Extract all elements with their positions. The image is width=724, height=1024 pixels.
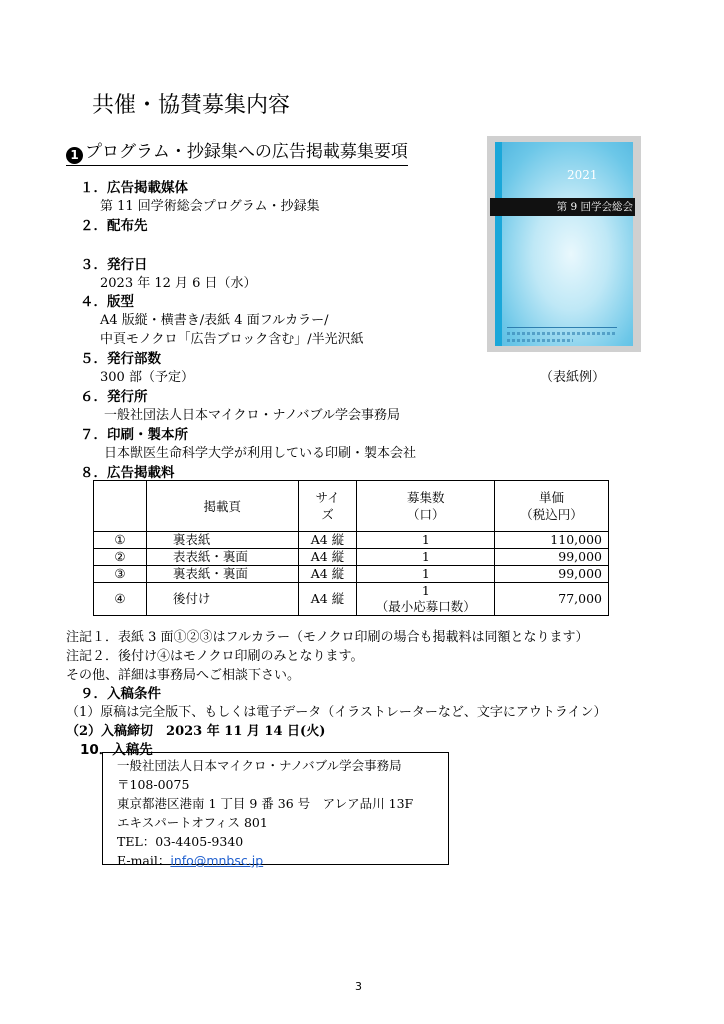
header-price: 単価 （税込円）: [495, 481, 609, 532]
header-size: サイ ズ: [298, 481, 357, 532]
email-link[interactable]: info@mnbsc.jp: [170, 853, 264, 868]
item-label-distribution: ２．配布先: [80, 218, 148, 234]
row-count: 1: [357, 532, 495, 549]
row-page: 裏表紙: [146, 532, 298, 549]
note-2: 注記２．後付け④はモノクロ印刷のみとなります。: [66, 649, 364, 664]
table-header-row: [94, 481, 609, 532]
item-publisher-value: 一般社団法人日本マイクロ・ナノバブル学会事務局: [104, 408, 401, 423]
submission-line-1: （1）原稿は完全版下、もしくは電子データ（イラストレーターなど、文字にアウトライン）: [66, 705, 607, 720]
address-postal: 〒108-0075: [117, 777, 190, 792]
address-org: 一般社団法人日本マイクロ・ナノバブル学会事務局: [117, 758, 402, 773]
item-label-publisher: ６．発行所: [80, 389, 148, 405]
submission-label: ９．入稿条件: [80, 686, 161, 702]
cover-footer-lines: [507, 327, 617, 342]
row-size: A4 縦: [298, 549, 357, 566]
item-media-value: 第 11 回学術総会プログラム・抄録集: [100, 199, 320, 214]
row-count: 1: [357, 566, 495, 583]
row-size: A4 縦: [298, 566, 357, 583]
table-row: [94, 566, 609, 583]
item-label-circulation: ５．発行部数: [80, 351, 161, 367]
row-count-note: （最小応募口数）: [375, 599, 476, 614]
header-no: [94, 481, 147, 532]
row-size: A4 縦: [298, 532, 357, 549]
address-tel: TEL：03-4405-9340: [117, 834, 244, 849]
item-format-line-2: 中頁モノクロ「広告ブロック含む」/半光沢紙: [100, 332, 364, 347]
row-no: ④: [94, 583, 147, 616]
table-row: [94, 532, 609, 549]
row-no: ②: [94, 549, 147, 566]
item-label-format: ４．版型: [80, 294, 134, 310]
page-title: 共催・協賛募集内容: [92, 93, 291, 118]
section-heading-text: プログラム・抄録集への広告掲載募集要項: [85, 142, 408, 162]
number-bullet: 1: [66, 147, 83, 164]
item-circulation-value: 300 部（予定）: [100, 370, 194, 385]
submission-deadline: （2）入稿締切 2023 年 11 月 14 日(火): [66, 724, 326, 739]
page-number: 3: [355, 980, 362, 993]
row-page: 裏表紙・裏面: [146, 566, 298, 583]
row-count: 1 （最小応募口数）: [357, 583, 495, 616]
item-format-line-1: A4 版縦・横書き/表紙 4 面フルカラー/: [100, 313, 329, 328]
cover-band: 第 9 回学会総会: [490, 198, 635, 216]
row-count: 1: [357, 549, 495, 566]
row-price: 110,000: [495, 532, 609, 549]
address-box: [102, 752, 449, 868]
note-1: 注記１．表紙 3 面①②③はフルカラー（モノクロ印刷の場合も掲載料は同額となります）: [66, 630, 589, 645]
item-label-issue-date: ３．発行日: [80, 257, 148, 273]
cover-side-bar: [495, 142, 502, 346]
cover-example-image: [487, 136, 641, 352]
header-count: 募集数 （口）: [357, 481, 495, 532]
table-row: [94, 583, 609, 616]
item-label-printer: ７．印刷・製本所: [80, 427, 188, 443]
email-label: E-mail：: [117, 853, 171, 868]
address-line-2: エキスパートオフィス 801: [117, 815, 268, 830]
item-printer-value: 日本獣医生命科学大学が利用している印刷・製本会社: [104, 446, 417, 461]
address-line-1: 東京都港区港南 1 丁目 9 番 36 号 アレア品川 13F: [117, 796, 414, 811]
item-label-ad-fees: ８．広告掲載料: [80, 465, 175, 481]
destination-label: 10．入稿先: [80, 742, 153, 758]
cover-caption: （表紙例）: [540, 370, 606, 385]
item-issue-date-value: 2023 年 12 月 6 日（水）: [100, 276, 257, 291]
cover-year: 2021: [567, 168, 598, 182]
row-page: 表表紙・裏面: [146, 549, 298, 566]
section-heading: [66, 137, 408, 166]
ad-fee-table: [93, 480, 609, 616]
row-no: ①: [94, 532, 147, 549]
item-label-media: １．広告掲載媒体: [80, 180, 188, 196]
row-size: A4 縦: [298, 583, 357, 616]
note-other: その他、詳細は事務局へご相談下さい。: [66, 668, 301, 683]
header-page: 掲載頁: [146, 481, 298, 532]
row-price: 99,000: [495, 549, 609, 566]
address-email-row: [117, 851, 263, 869]
row-price: 99,000: [495, 566, 609, 583]
row-price: 77,000: [495, 583, 609, 616]
row-no: ③: [94, 566, 147, 583]
table-row: [94, 549, 609, 566]
row-page: 後付け: [146, 583, 298, 616]
